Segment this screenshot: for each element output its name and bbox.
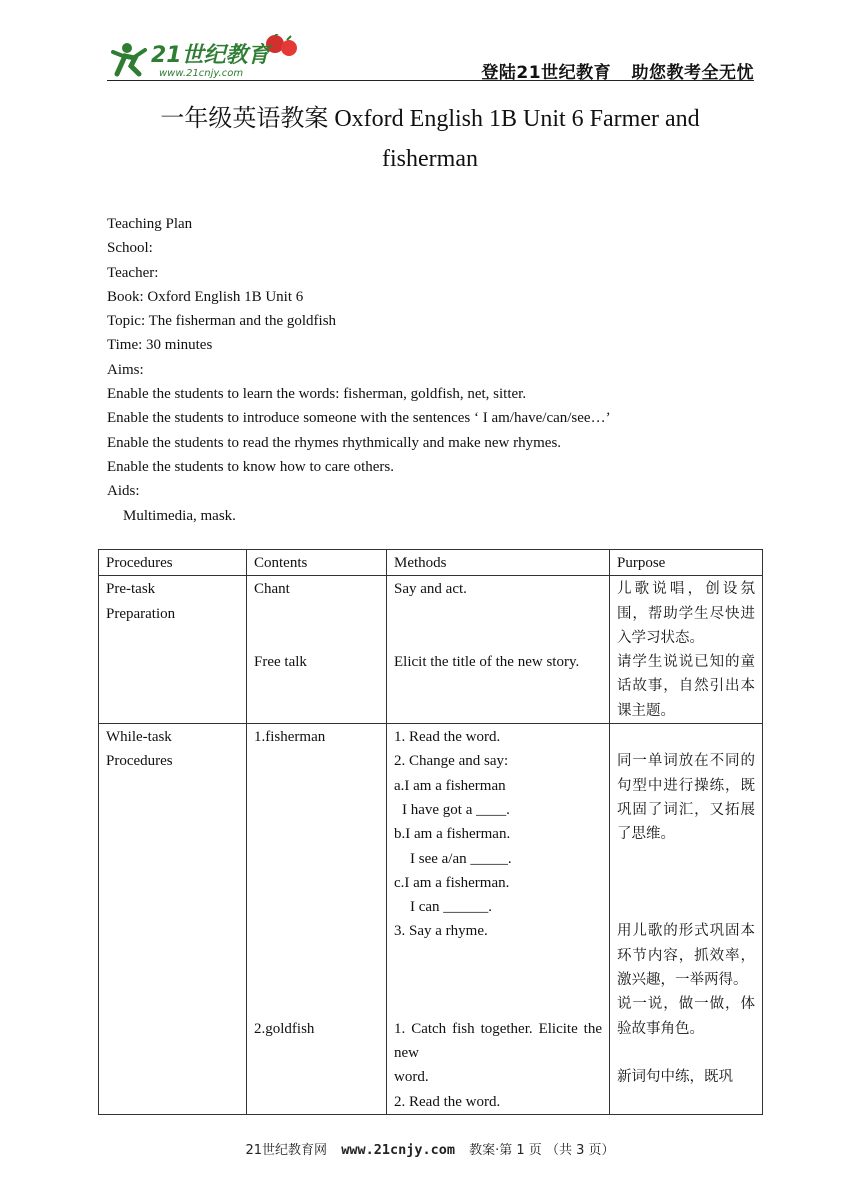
purpose-item: 用儿歌的形式巩固本环节内容，抓效率，激兴趣，一举两得。 [617, 923, 755, 989]
info-line: Aims: [107, 361, 144, 378]
contents-cell [247, 724, 387, 1115]
logo-icon [107, 34, 307, 80]
method-item: 1. Read the word. [394, 729, 501, 746]
column-header: Purpose [610, 550, 763, 576]
info-line: Teacher: [107, 264, 159, 281]
purpose-item: 说一说，做一做，体验故事角色。 [617, 996, 755, 1037]
info-line: Teaching Plan [107, 216, 193, 232]
procedure-cell [99, 576, 247, 724]
info-line: Topic: The fisherman and the goldfish [107, 313, 337, 330]
method-item: 2. Change and say: [394, 753, 509, 770]
method-item: a.I am a fisherman [394, 777, 506, 794]
table-header-row [99, 550, 763, 576]
procedure-label: Preparation [106, 605, 176, 622]
content-item: 2.goldfish [254, 1020, 315, 1037]
info-line: Time: 30 minutes [107, 337, 213, 354]
method-item: word. [394, 1069, 429, 1086]
document-title-line2: fisherman [382, 146, 478, 172]
column-header: Procedures [99, 550, 247, 576]
footer-url-link[interactable]: www.21cnjy.com [341, 1142, 455, 1158]
purpose-item: 儿歌说唱，创设氛围，帮助学生尽快进入学习状态。 [617, 581, 755, 646]
page-footer [0, 1139, 860, 1158]
slogan-1: 登陆21世纪教育 [481, 63, 612, 83]
content-item: Chant [254, 581, 290, 598]
table-row [99, 576, 763, 724]
method-item: I can ______. [410, 899, 493, 916]
header-divider [107, 80, 754, 81]
logo-url: www.21cnjy.com [159, 68, 244, 79]
method-item: 1. Catch fish together. Elicite the new [394, 1020, 602, 1061]
procedure-table [98, 549, 763, 1115]
method-item: 3. Say a rhyme. [394, 923, 488, 940]
info-line: Multimedia, mask. [123, 507, 236, 524]
column-header: Methods [387, 550, 610, 576]
procedure-label: Pre-task [106, 581, 156, 598]
method-item: I see a/an _____. [410, 850, 512, 867]
purpose-cell [610, 724, 763, 1115]
method-item: I have got a ____. [402, 801, 510, 818]
method-item: 2. Read the word. [394, 1093, 501, 1110]
info-line: School: [107, 240, 153, 257]
procedure-label: Procedures [106, 753, 173, 770]
logo-text: 21世纪教育 [151, 43, 270, 68]
procedure-label: While-task [106, 729, 172, 746]
purpose-cell [610, 576, 763, 724]
info-line: Aids: [107, 483, 140, 500]
info-line: Enable the students to introduce someone with the sentences ‘ I am/have/can/see…’ [107, 410, 611, 427]
method-item: Say and act. [394, 581, 467, 598]
methods-cell [387, 576, 610, 724]
purpose-item: 新词句中练，既巩 [617, 1069, 733, 1086]
slogan-2: 助您教考全无忧 [631, 63, 754, 83]
content-item: Free talk [254, 654, 307, 671]
purpose-item: 请学生说说已知的童话故事，自然引出本课主题。 [617, 654, 755, 719]
table-row [99, 724, 763, 1115]
method-item: b.I am a fisherman. [394, 826, 511, 843]
column-header: Contents [247, 550, 387, 576]
content-item: 1.fisherman [254, 729, 326, 746]
contents-cell [247, 576, 387, 724]
procedure-cell [99, 724, 247, 1115]
plan-info [107, 212, 611, 528]
info-line: Enable the students to read the rhymes rhythmically and make new rhymes. [107, 434, 562, 451]
methods-cell [387, 724, 610, 1115]
page-header [107, 30, 754, 82]
info-line: Enable the students to know how to care others. [107, 458, 395, 475]
footer-page-number: 教案·第 1 页 （共 3 页） [469, 1143, 615, 1158]
document-title-line1: 一年级英语教案 Oxford English 1B Unit 6 Farmer and [160, 106, 700, 132]
footer-site: 21世纪教育网 [245, 1143, 328, 1158]
info-line: Enable the students to learn the words: fisherman, goldfish, net, sitter. [107, 386, 527, 403]
method-item: c.I am a fisherman. [394, 874, 510, 891]
info-line: Book: Oxford English 1B Unit 6 [107, 288, 304, 305]
method-item: Elicit the title of the new story. [394, 654, 580, 671]
purpose-item: 同一单词放在不同的句型中进行操练，既巩固了词汇，又拓展了思维。 [617, 753, 755, 843]
